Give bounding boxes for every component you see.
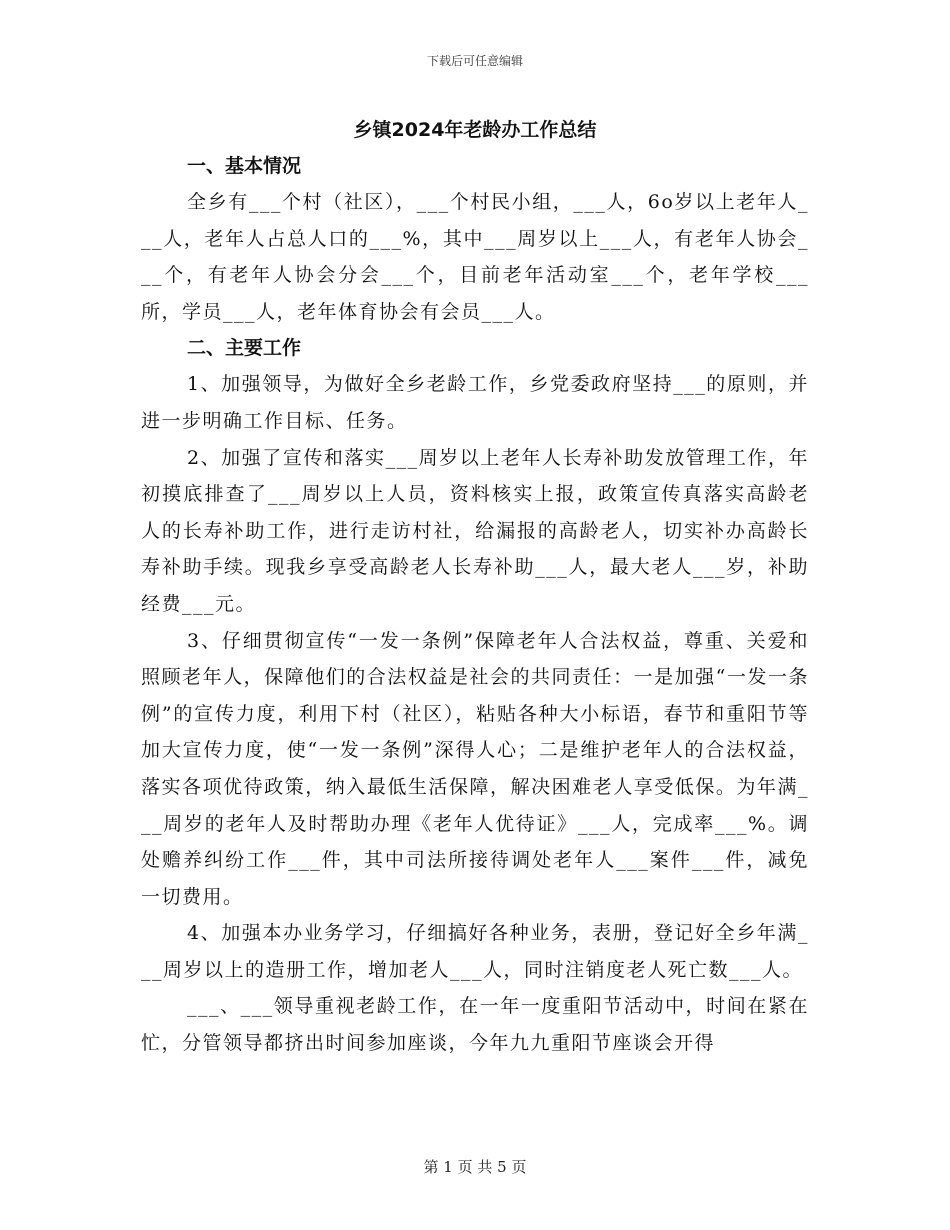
paragraph-item-3: 3、仔细贯彻宣传“一发一条例”保障老年人合法权益，尊重、关爱和照顾老年人，保障他们的合法权益是社会的共同责任：一是加强“一发一条例”的宣传力度，利用下村（社区），粘贴各种大小标语，春节和重阳节等加大宣传力度，使“一发一条例”深得人心；二是维护老年人的合法权益，落实各项优待政策，纳入最低生活保障，解决困难老人享受低保。为年满___周岁的老年人及时帮助办理《老年人优待证》___人，完成率___%。调处赡养纠纷工作___件，其中司法所接待调处老年人___案件___件，减免一切费用。 [141,629,809,908]
paragraph-item-1: 1、加强领导，为做好全乡老龄工作，乡党委政府坚持___的原则，并进一步明确工作目标、任务。 [141,373,809,432]
paragraph-item-4: 4、加强本办业务学习，仔细搞好各种业务，表册，登记好全乡年满___周岁以上的造册工作，增加老人___人，同时注销度老人死亡数___人。 [141,922,809,981]
page-number: 第 1 页 共 5 页 [423,1158,527,1176]
paragraph-item-5: ___、___领导重视老龄工作，在一年一度重阳节活动中，时间在紧在忙，分管领导都挤出时间参加座谈，今年九九重阳节座谈会开得 [141,995,809,1055]
document-body [141,112,809,1062]
paragraph-basic-situation: 全乡有___个村（社区），___个村民小组，___人，6o岁以上老年人___人，老年人占总人口的___%，其中___周岁以上___人，有老年人协会___个，有老年人协会分会___个，目前老年活动室___个，老年学校___所，学员___人，老年体育协会有会员___人。 [141,191,809,323]
section-heading-basic: 一、基本情况 [187,155,302,177]
header-note: 下载后可任意编辑 [426,54,523,68]
section-heading-main-work: 二、主要工作 [187,337,302,360]
paragraph-item-2: 2、加强了宣传和落实___周岁以上老年人长寿补助发放管理工作，年初摸底排查了___周岁以上人员，资料核实上报，政策宣传真落实高龄老人的长寿补助工作，进行走访村社，给漏报的高龄老人，切实补办高龄长寿补助手续。现我乡享受高龄老人长寿补助___人，最大老人___岁，补助经费___元。 [141,446,809,615]
document-title: 乡镇2024年老龄办工作总结 [353,119,597,141]
